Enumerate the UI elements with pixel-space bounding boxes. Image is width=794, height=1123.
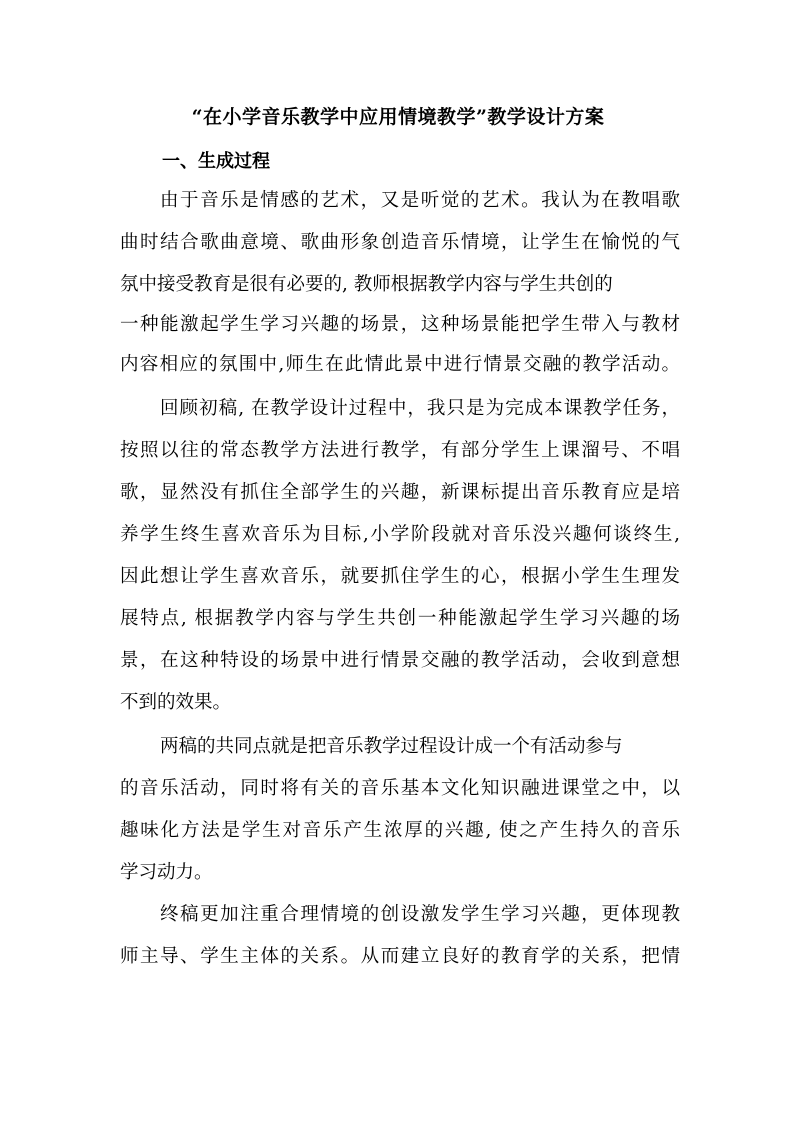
paragraph-line: 氛中接受教育是很有必要的, 教师根据教学内容与学生共创的 <box>120 274 613 295</box>
paragraph-line: 的音乐活动，同时将有关的音乐基本文化知识融进课堂之中，以 <box>120 778 680 799</box>
paragraph-line: 师主导、学生主体的关系。从而建立良好的教育学的关系，把情 <box>120 946 680 967</box>
paragraph-line: 景，在这种特设的场景中进行情景交融的教学活动，会收到意想 <box>120 650 680 671</box>
paragraph-line: 内容相应的氛围中,师生在此情此景中进行情景交融的教学活动。 <box>120 354 680 375</box>
paragraph-line: 趣味化方法是学生对音乐产生浓厚的兴趣, 使之产生持久的音乐 <box>120 820 680 841</box>
paragraph-line: 两稿的共同点就是把音乐教学过程设计成一个有活动参与 <box>160 736 623 757</box>
paragraph-line: 回顾初稿, 在教学设计过程中，我只是为完成本课教学任务， <box>160 398 680 419</box>
paragraph-line: 由于音乐是情感的艺术，又是听觉的艺术。我认为在教唱歌 <box>160 190 680 211</box>
paragraph-line: 不到的效果。 <box>120 692 232 713</box>
document-title: “在小学音乐教学中应用情境教学”教学设计方案 <box>191 106 605 128</box>
paragraph-line: 按照以往的常态教学方法进行教学，有部分学生上课溜号、不唱 <box>120 440 680 461</box>
paragraph-line: 一种能激起学生学习兴趣的场景，这种场景能把学生带入与教材 <box>120 314 680 335</box>
paragraph-line: 歌，显然没有抓住全部学生的兴趣，新课标提出音乐教育应是培 <box>120 482 680 503</box>
paragraph-line: 因此想让学生喜欢音乐，就要抓住学生的心，根据小学生生理发 <box>120 566 680 587</box>
paragraph-line: 终稿更加注重合理情境的创设激发学生学习兴趣，更体现教 <box>160 904 680 925</box>
section-heading: 一、生成过程 <box>162 151 270 172</box>
paragraph-line: 曲时结合歌曲意境、歌曲形象创造音乐情境，让学生在愉悦的气 <box>120 232 680 253</box>
paragraph-line: 养学生终生喜欢音乐为目标,小学阶段就对音乐没兴趣何谈终生, <box>120 524 680 545</box>
paragraph-line: 学习动力。 <box>120 862 213 883</box>
paragraph-line: 展特点, 根据教学内容与学生共创一种能激起学生学习兴趣的场 <box>120 608 680 629</box>
